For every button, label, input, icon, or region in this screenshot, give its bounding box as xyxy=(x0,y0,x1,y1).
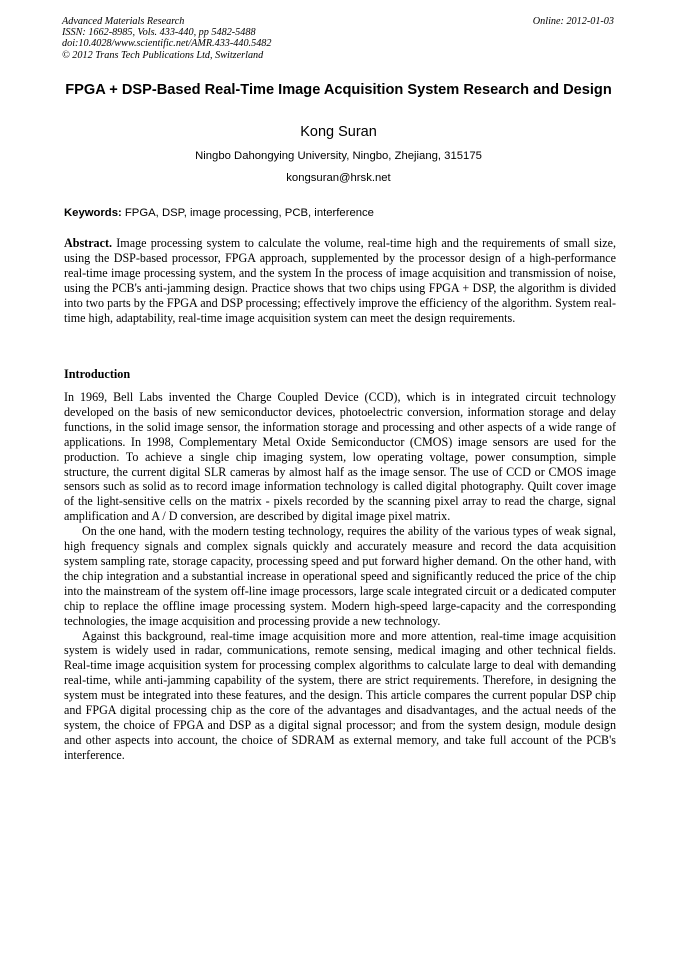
journal-name: Advanced Materials Research xyxy=(62,16,185,27)
journal-copyright: © 2012 Trans Tech Publications Ltd, Switzerland xyxy=(62,49,264,61)
intro-paragraph-3: Against this background, real-time image acquisition more and more attention, real-time image acquisition system is widely used in radar, communications, remote sensing, medical imaging and other technical fields. Real-time image acquisition system for processing complex algorithms to calculate large to deal with demanding real-time, while anti-jamming capability of the system, there are strict requirements. Therefore, in designing the system must be integrated into these features, and the design. This article compares the current popular DSP chip and FPGA digital processing chip as the core of the advantages and disadvantages, and the actual needs of the system, the choice of FPGA and DSP as a digital signal processor; and from the system design, module design and other aspects into account, the choice of SDRAM as external memory, and take full account of the PCB's interference. xyxy=(64,628,616,762)
keywords-list: FPGA, DSP, image processing, PCB, interference xyxy=(124,207,374,219)
introduction-body xyxy=(64,390,616,763)
keywords-label: Keywords: xyxy=(64,207,122,219)
online-date: Online: 2012-01-03 xyxy=(532,16,614,27)
intro-paragraph-2: On the one hand, with the modern testing technology, requires the ability of the various types of weak signal, high frequency signals and complex signals quickly and accurately measure and record the data acquisition system sampling rate, storage capacity, processing speed and put forward higher demand. On the other hand, with the chip integration and a substantial increase in operational speed and significantly reduced the price of the chip into the mainstream of the system off-line image processors, large scale integrated circuit or a dedicated computer chip to replace the offline image processing system. Modern high-speed large-capacity and the corresponding technologies, the image acquisition and processing provide a new technology. xyxy=(64,524,616,628)
abstract xyxy=(64,236,616,325)
intro-paragraph-1: In 1969, Bell Labs invented the Charge Coupled Device (CCD), which is in integrated circuit technology developed on the basis of new semiconductor devices, photoelectric conversion, information storage and delay functions, in the solid image sensor, the information storage and processing and other aspects of a wide range of applications. In 1998, Complementary Metal Oxide Semiconductor (CMOS) image sensors are used for the production. To achieve a single chip imaging system, low operating voltage, power consumption, simple structure, the current digital SLR cameras by almost half as the image sensor. The use of CCD or CMOS image sensors such as solid as to record image information technology is called digital photography. Quilt cover image of the light-sensitive cells on the matrix - pixels recorded by the scanning pixel array to read the charge, signal amplification and A / D conversion, are described by digital image pixel matrix. xyxy=(64,390,616,524)
paper-author: Kong Suran xyxy=(300,124,377,140)
abstract-label: Abstract. xyxy=(64,236,113,250)
section-heading-introduction: Introduction xyxy=(64,367,131,381)
journal-header xyxy=(62,16,271,61)
keywords-line xyxy=(64,206,616,220)
journal-issn: ISSN: 1662-8985, Vols. 433-440, pp 5482-5488 xyxy=(62,27,256,39)
journal-doi: doi:10.4028/www.scientific.net/AMR.433-440.5482 xyxy=(62,38,272,50)
author-email: kongsuran@hrsk.net xyxy=(286,172,391,184)
abstract-text: Image processing system to calculate the volume, real-time high and the requirements of small size, using the DSP-based processor, FPGA approach, supplemented by the processor design of a high-performance real-time image processing system, and the system In the process of image acquisition and transmission of noise, using the PCB's anti-jamming design. Practice shows that two chips using FPGA + DSP, the algorithm is divided into two parts by the FPGA and DSP processing; effectively improve the efficiency of the algorithm. System real-time high, adaptability, real-time image acquisition system can meet the design requirements. xyxy=(64,236,616,325)
paper-title: FPGA + DSP-Based Real-Time Image Acquisition System Research and Design xyxy=(65,82,612,98)
author-affiliation: Ningbo Dahongying University, Ningbo, Zhejiang, 315175 xyxy=(195,150,482,162)
